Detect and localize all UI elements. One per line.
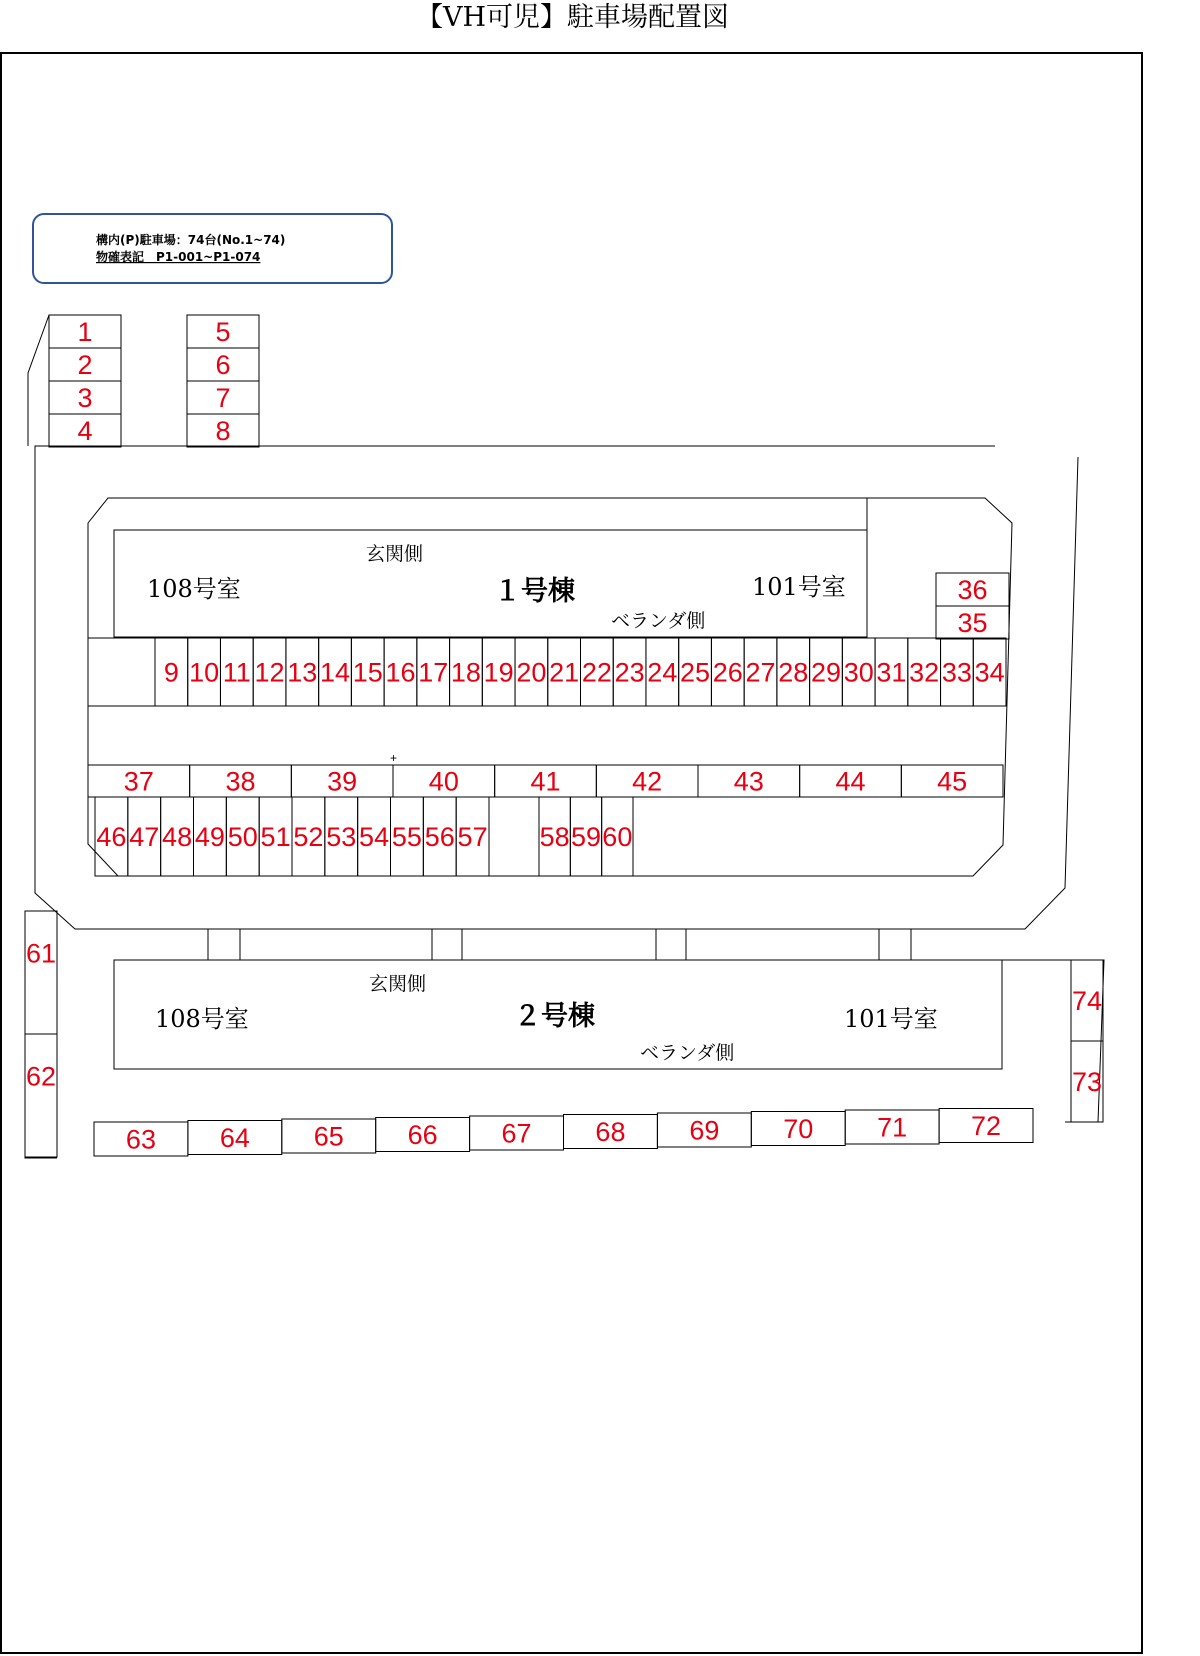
building-1-labels [147,543,846,632]
parking-spot-17 [417,638,450,706]
parking-spot-54 [358,797,391,876]
map-frame [1,53,1142,1653]
parking-spot-55 [391,797,424,876]
parking-spot-number: 20 [516,657,547,688]
parking-spot-27 [744,638,777,706]
parking-spot-number: 37 [123,766,154,797]
parking-spot-number: 34 [974,657,1005,688]
top-left-edge [28,315,49,446]
parking-spot-number: 68 [595,1117,626,1148]
parking-spot-number: 54 [359,822,390,853]
parking-spot-number: 45 [937,766,968,797]
parking-spot-38 [190,765,292,797]
parking-spot-number: 74 [1071,986,1103,1017]
parking-spot-3 [49,381,121,414]
parking-spot-number: 15 [352,657,383,688]
parking-spot-number: 13 [287,657,318,688]
parking-spot-61 [25,911,57,1034]
parking-spot-10 [188,638,221,706]
parking-spot-26 [711,638,744,706]
parking-spot-21 [548,638,581,706]
parking-spot-number: 7 [215,383,231,414]
parking-spot-23 [613,638,646,706]
parking-spot-43 [698,765,800,797]
parking-spot-66 [376,1118,470,1152]
parking-spot-number: 65 [313,1121,344,1152]
parking-spot-number: 47 [129,822,160,853]
parking-spot-number: 40 [428,766,459,797]
parking-spot-box [25,1034,57,1157]
parking-spot-24 [646,638,679,706]
info-box-border [33,214,392,283]
b1-entrance-side: 玄関側 [366,543,424,565]
parking-spot-number: 69 [689,1115,720,1146]
parking-spot-number: 30 [843,657,874,688]
parking-spot-44 [800,765,902,797]
parking-spot-49 [194,797,227,876]
parking-spot-number: 2 [77,350,93,381]
parking-spot-72 [939,1109,1033,1143]
parking-spot-51 [259,797,292,876]
parking-spot-1 [49,315,121,348]
parking-spot-number: 46 [96,822,127,853]
parking-spot-number: 10 [189,657,220,688]
parking-spot-number: 28 [778,657,809,688]
b2-veranda-side: ベランダ側 [640,1042,735,1064]
parking-spot-number: 21 [549,657,580,688]
parking-spot-number: 3 [77,383,93,414]
parking-spot-60 [602,797,633,876]
connector-square-2 [432,929,462,960]
parking-spot-57 [456,797,489,876]
parking-spot-45 [901,765,1003,797]
parking-spot-68 [564,1115,658,1149]
parking-spot-52 [292,797,325,876]
parking-spot-number: 53 [326,822,357,853]
parking-spot-number: 57 [457,822,488,853]
parking-spot-2 [49,348,121,381]
parking-spot-12 [253,638,286,706]
parking-spot-number: 32 [909,657,940,688]
b1-name: １号棟 [494,576,575,607]
parking-spot-number: 29 [810,657,842,688]
parking-spot-number: 9 [163,657,179,688]
parking-spot-number: 12 [254,657,285,688]
parking-spot-number: 51 [260,822,291,853]
info-box [33,214,392,283]
parking-spot-36 [936,573,1009,606]
parking-spot-number: 6 [215,350,231,381]
parking-spot-53 [325,797,358,876]
parking-spot-13 [286,638,319,706]
parking-spot-number: 14 [319,657,351,688]
parking-spot-box [25,911,57,1034]
parking-spot-number: 17 [418,657,449,688]
parking-spot-30 [842,638,875,706]
parking-spot-number: 56 [424,822,455,853]
parking-spot-number: 31 [876,657,907,688]
parking-spot-number: 70 [783,1114,814,1145]
parking-spot-number: 61 [25,938,57,969]
b2-name: ２号棟 [514,1001,595,1032]
parking-spot-33 [941,638,974,706]
parking-spot-4 [49,414,121,447]
parking-spot-50 [226,797,259,876]
parking-spot-number: 24 [647,657,678,688]
parking-spot-7 [187,381,259,414]
parking-spot-number: 67 [501,1118,532,1149]
parking-spot-70 [751,1112,845,1146]
parking-spot-47 [128,797,161,876]
parking-spot-40 [393,765,495,797]
parking-spot-71 [845,1110,939,1144]
parking-spot-number: 16 [385,657,416,688]
info-line-2: 物確表記 P1-001~P1-074 [96,250,261,264]
parking-spot-59 [570,797,601,876]
parking-spot-19 [482,638,515,706]
parking-spot-number: 52 [293,822,324,853]
parking-spot-number: 26 [712,657,743,688]
parking-spot-number: 18 [450,657,481,688]
parking-spot-14 [319,638,352,706]
parking-spot-41 [495,765,597,797]
b1-room-left: 108号室 [147,575,241,603]
parking-spot-42 [596,765,698,797]
parking-spot-number: 27 [745,657,776,688]
parking-spot-number: 44 [835,766,866,797]
b1-veranda-side: ベランダ側 [611,610,706,632]
parking-spot-20 [515,638,548,706]
parking-spot-18 [450,638,483,706]
parking-spot-number: 38 [225,766,256,797]
parking-spot-number: 48 [162,822,193,853]
parking-spot-number: 49 [194,822,225,853]
parking-spot-5 [187,315,259,348]
b2-entrance-side: 玄関側 [369,973,427,995]
parking-spot-48 [161,797,194,876]
parking-spot-31 [875,638,908,706]
parking-spot-39 [291,765,393,797]
parking-spot-number: 43 [733,766,764,797]
parking-spot-62 [25,1034,57,1157]
parking-spot-15 [351,638,384,706]
parking-spot-29 [810,638,843,706]
parking-spot-number: 64 [219,1123,250,1154]
parking-spot-46 [95,797,128,876]
parking-spot-58 [539,797,570,876]
parking-spot-number: 41 [530,766,561,797]
parking-spot-number: 23 [614,657,645,688]
parking-spot-8 [187,414,259,447]
parking-spot-number: 39 [327,766,358,797]
parking-spot-9 [155,638,188,706]
page-title: 【VH可児】駐車場配置図 [415,2,730,33]
parking-spot-6 [187,348,259,381]
building-2-labels [155,973,938,1064]
parking-spot-number: 36 [957,575,988,606]
parking-spot-number: 5 [215,317,231,348]
parking-spot-number: 59 [570,822,602,853]
marker-cross: + [390,751,398,765]
parking-spot-25 [679,638,712,706]
parking-spot-16 [384,638,417,706]
parking-spot-number: 63 [125,1124,156,1155]
parking-spot-number: 19 [483,657,514,688]
parking-spot-74 [1071,960,1103,1041]
parking-spot-number: 58 [539,822,570,853]
parking-spot-37 [88,765,190,797]
parking-spot-28 [777,638,810,706]
parking-spot-69 [657,1113,751,1147]
parking-spot-number: 71 [877,1112,908,1143]
parking-spot-56 [423,797,456,876]
parking-spot-number: 25 [680,657,711,688]
parking-spot-35 [936,606,1009,639]
parking-spot-number: 33 [941,657,972,688]
b2-room-right: 101号室 [844,1005,938,1033]
parking-spot-number: 66 [407,1120,438,1151]
parking-spot-number: 35 [957,608,988,639]
parking-spot-32 [908,638,941,706]
connector-square-3 [656,929,686,960]
parking-spot-34 [973,638,1006,706]
connector-square-4 [879,929,911,960]
parking-spot-67 [470,1116,564,1150]
b1-room-right: 101号室 [752,573,846,601]
parking-spot-number: 72 [971,1111,1002,1142]
parking-spot-number: 8 [215,416,231,447]
parking-spot-number: 55 [391,822,422,853]
parking-spot-number: 62 [25,1061,57,1092]
parking-spot-11 [220,638,253,706]
parking-spot-number: 73 [1071,1067,1103,1098]
parking-spot-22 [581,638,614,706]
parking-spot-number: 22 [581,657,612,688]
parking-spot-65 [282,1119,376,1153]
parking-spot-number: 50 [227,822,258,853]
parking-spot-number: 4 [77,416,93,447]
parking-spot-number: 11 [222,657,251,688]
b2-room-left: 108号室 [155,1005,249,1033]
parking-spot-64 [188,1121,282,1155]
parking-spot-number: 42 [632,766,663,797]
connector-square-1 [208,929,240,960]
parking-spot-63 [94,1122,188,1156]
parking-spot-number: 60 [602,822,633,853]
parking-spot-number: 1 [77,317,93,348]
info-line-1: 構内(P)駐車場：74台(No.1~74) [96,233,286,247]
